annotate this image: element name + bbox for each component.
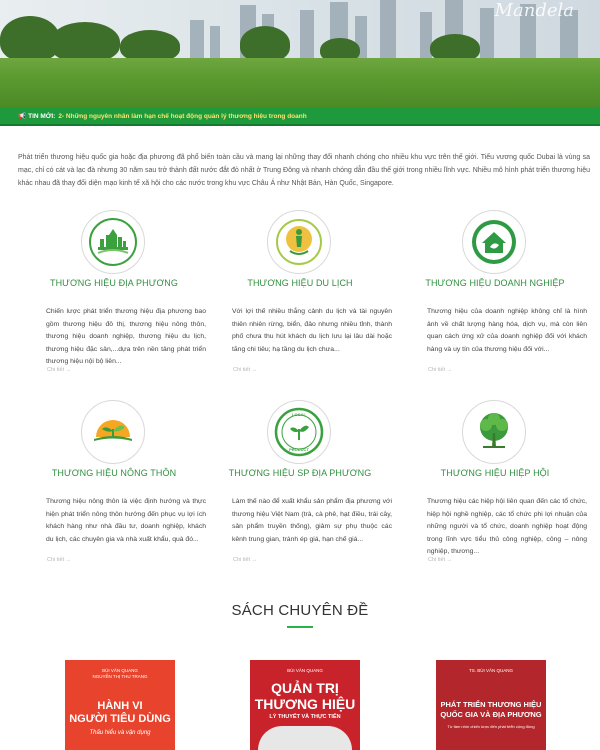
books-section-title: SÁCH CHUYÊN ĐỀ [231,602,369,619]
megaphone-icon: 📢 [18,113,27,120]
book-subtitle: Từ tầm nhìn chiến lược đến phát triển cộng đồng [447,724,535,729]
hero-tree [50,22,120,62]
hero-building [380,0,396,60]
hero-building [300,10,314,60]
service-desc: Chiến lược phát triển thương hiệu địa phương bao gồm thương hiệu đô thị, thương hiệu nông thôn, thương hiệu doanh nghiệp, thương hiệu du lịch, thương hiệu đặc sản,...dựa trên nền tảng phát triển thương hiệu nội bộ liên... [46,308,206,365]
service-more-link[interactable]: Chi tiết → [233,367,258,373]
service-title[interactable]: THƯƠNG HIỆU SP ĐỊA PHƯƠNG [228,468,372,478]
city-landmark-icon [88,217,138,267]
book-cover[interactable] [65,660,175,750]
service-more-link[interactable]: Chi tiết → [428,367,453,373]
service-title[interactable]: THƯƠNG HIỆU DU LỊCH [247,278,353,288]
service-desc: Với lợi thế nhiều thắng cảnh du lịch và tài nguyên thiên nhiên rừng, biển, đảo nhưng nhiều tỉnh, thành phố chưa thu hút khách du lịch lưu lại lâu dài hoặc tăng chi tiêu; hạ tầng du lịch chưa... [232,308,392,353]
hero-banner [0,0,600,108]
service-title[interactable]: THƯƠNG HIỆU ĐỊA PHƯƠNG [49,278,178,288]
tree-icon [469,407,519,457]
book-cover[interactable] [436,660,546,750]
book-author: BÙI VĂN QUANG NGUYỄN THỊ THU TRANG [92,668,148,679]
service-more-link[interactable]: Chi tiết → [47,557,72,563]
service-desc: Thương hiệu của doanh nghiệp không chỉ là hình ảnh về chất lượng hàng hóa, dịch vụ, mà còn liên quan cách ứng xử của doanh nghiệp đối với khách hàng và uy tín của thương hiệu đối với... [427,308,587,353]
book-cover[interactable] [250,660,360,750]
intro-paragraph: Phát triển thương hiệu quốc gia hoặc địa phương đã phổ biến toàn cầu và mang lại những thay đổi nhanh chóng cho nhiều khu vực trên thế giới. Tiểu vương quốc Dubai là vùng sa mạc, chỉ có cát và lạc đà nhưng 30 năm sau trở thành đất nước đắt đỏ nhất ở Trung Đông và nhanh chóng dẫn đầu thế giới trong nhiều lĩnh vực. Nhiều mô hình phát triển thương hiệu khác nhau đã thay đổi diện mạo kinh tế xã hội cho các nước trong khu vực Châu Á như Nhật Bản, Hàn Quốc, Singapore. [18,154,590,187]
service-title[interactable]: THƯƠNG HIỆU NÔNG THÔN [51,468,177,478]
section-divider [287,626,313,628]
service-icon-circle [267,400,331,464]
book-subtitle: Thấu hiểu và vận dụng [89,730,151,736]
book-title: HÀNH VI NGƯỜI TIÊU DÙNG [69,700,171,725]
service-icon-circle [462,400,526,464]
hero-building [190,20,204,60]
ticker-link[interactable]: 2- Những nguyên nhân làm hạn chế hoạt động quản lý thương hiệu trong doanh [58,112,307,120]
service-desc: Thương hiệu các hiệp hội liên quan đến các tổ chức, hiệp hội nghề nghiệp, các tổ chức phi lợi nhuận của những người và tổ chức, doanh nghiệp hoạt động trong lĩnh vực tiểu thủ công nghiệp, công – nông nghiệp, thương... [427,498,587,555]
local-product-badge-icon [274,407,324,457]
service-title[interactable]: THƯƠNG HIỆU HIỆP HỘI [440,468,550,478]
tourism-person-icon [274,217,324,267]
book-subtitle: LÝ THUYẾT VÀ THỰC TIỄN [269,714,341,720]
service-icon-circle [462,210,526,274]
book-author: TS. BÙI VĂN QUANG [468,668,513,673]
book-cover-art [258,726,352,750]
book-author: BÙI VĂN QUANG [287,668,323,673]
service-icon-circle [81,210,145,274]
service-more-link[interactable]: Chi tiết → [233,557,258,563]
hero-grass [0,58,600,108]
hero-building [210,26,220,60]
hero-tree [240,26,290,62]
news-ticker [0,108,600,126]
book-title: PHÁT TRIỂN THƯƠNG HIỆU QUỐC GIA VÀ ĐỊA PHƯƠNG [440,700,542,719]
badge-bottom-text: PRODUCT [289,447,309,452]
ticker-label: 📢 TIN MỚI: [18,113,56,120]
book-title: QUẢN TRỊ THƯƠNG HIỆU [254,680,356,712]
service-more-link[interactable]: Chi tiết → [47,367,72,373]
badge-top-text: LOCAL [292,412,306,417]
sunrise-sprout-icon [88,407,138,457]
hero-script-text: Mandela [494,0,574,21]
service-icon-circle [267,210,331,274]
service-title[interactable]: THƯƠNG HIỆU DOANH NGHIỆP [425,278,565,288]
service-desc: Làm thế nào để xuất khẩu sản phẩm địa phương với thương hiệu Việt Nam (trà, cà phê, hạt điều, trái cây, sản phẩm truyền thống), giảm sự phụ thuộc các kênh trung gian, tránh ép giá, hạn chế giá... [232,498,392,543]
hero-building [480,8,494,60]
service-more-link[interactable]: Chi tiết → [428,557,453,563]
house-leaf-icon [469,217,519,267]
service-icon-circle [81,400,145,464]
service-desc: Thương hiệu nông thôn là việc định hướng và thực hiện phát triển nông thôn hướng đến phục vụ lợi ích khách hàng như nhà đầu tư, doanh nghiệp, khách du lịch, các chuyên gia và nhà xuất khẩu, quà đó... [46,498,206,543]
